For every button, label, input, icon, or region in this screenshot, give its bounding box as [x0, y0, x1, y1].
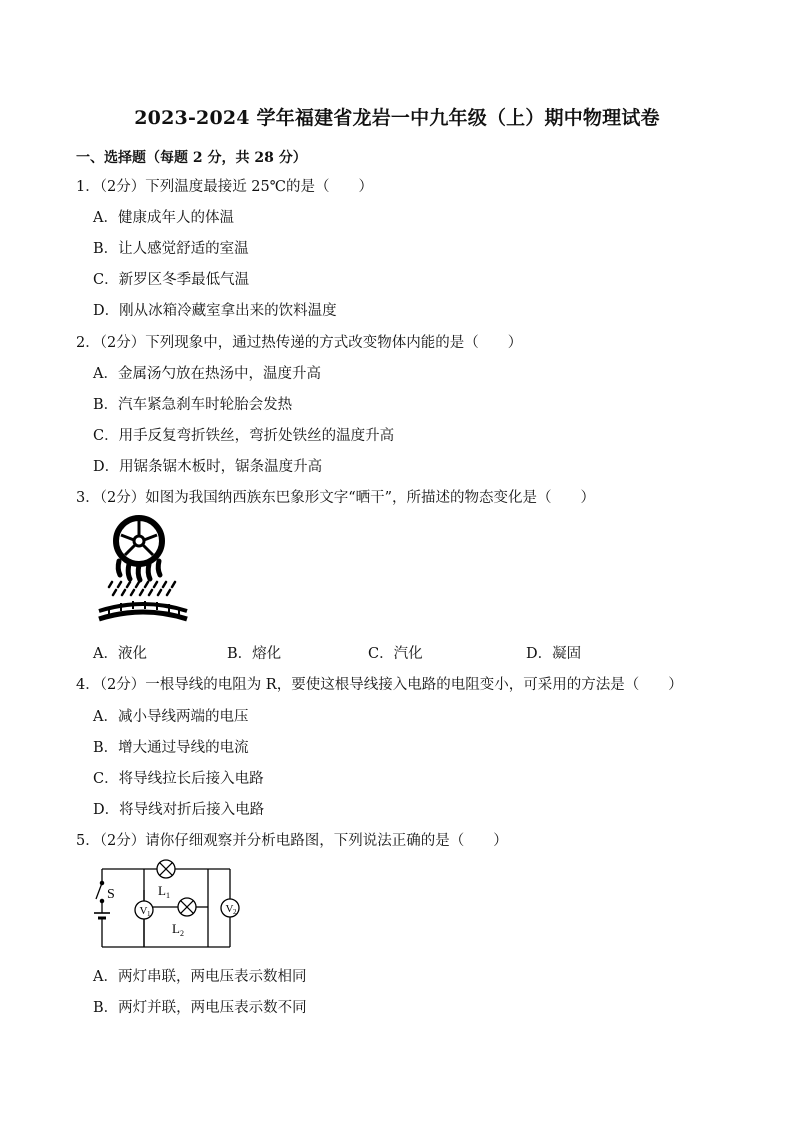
lamp-l1 [157, 860, 175, 878]
question-5-option-b[interactable]: B．两灯并联，两电压表示数不同 [93, 1000, 307, 1016]
v2-label: V [225, 903, 234, 915]
question-4-option-a[interactable]: A．减小导线两端的电压 [93, 709, 249, 725]
question-3-options [93, 642, 653, 662]
question-2-stem: 2．（2分）下列现象中，通过热传递的方式改变物体内能的是（ ） [76, 335, 523, 351]
lamp1-subscript: 1 [166, 891, 170, 900]
lamp2-label: L [172, 921, 180, 936]
question-3-option-b[interactable]: B．熔化 [227, 646, 282, 662]
lamp1-label: L [158, 883, 166, 898]
question-1-option-c[interactable]: C．新罗区冬季最低气温 [93, 272, 250, 288]
question-3-stem: 3．（2分）如图为我国纳西族东巴象形文字“晒干”，所描述的物态变化是（ ） [76, 490, 596, 506]
v1-subscript: 1 [147, 910, 151, 918]
question-4-stem: 4．（2分）一根导线的电阻为 R，要使这根导线接入电路的电阻变小，可采用的方法是（ ） [76, 677, 683, 693]
question-5-option-a[interactable]: A．两灯串联，两电压表示数相同 [93, 969, 307, 985]
question-1-option-a[interactable]: A．健康成年人的体温 [93, 210, 234, 226]
switch-label: S [107, 887, 115, 902]
question-2-option-a[interactable]: A．金属汤勺放在热汤中，温度升高 [93, 366, 321, 382]
question-1-option-b[interactable]: B．让人感觉舒适的室温 [93, 241, 249, 257]
lamp2-subscript: 2 [180, 929, 184, 938]
voltmeter-v1 [135, 901, 153, 919]
question-4-option-b[interactable]: B．增大通过导线的电流 [93, 740, 249, 756]
section-heading: 一、选择题（每题 2 分，共 28 分） [76, 150, 307, 166]
voltmeter-v2 [221, 899, 239, 917]
question-1-stem: 1．（2分）下列温度最接近 25℃的是（ ） [76, 179, 373, 195]
question-5-stem: 5．（2分）请你仔细观察并分析电路图，下列说法正确的是（ ） [76, 833, 508, 849]
question-2-option-b[interactable]: B．汽车紧急刹车时轮胎会发热 [93, 397, 293, 413]
lamp-l2 [178, 898, 196, 916]
question-3-option-a[interactable]: A．液化 [93, 646, 147, 662]
dongba-glyph-figure [95, 515, 195, 627]
question-3-option-d[interactable]: D．凝固 [526, 646, 582, 662]
page-title: 2023-2024 学年福建省龙岩一中九年级（上）期中物理试卷 [134, 107, 660, 129]
question-2-option-c[interactable]: C．用手反复弯折铁丝，弯折处铁丝的温度升高 [93, 428, 395, 444]
circuit-diagram-figure [90, 855, 250, 955]
v1-label: V [139, 905, 148, 917]
question-3-option-c[interactable]: C．汽化 [368, 646, 423, 662]
question-4-option-d[interactable]: D．将导线对折后接入电路 [93, 802, 265, 818]
v2-subscript: 2 [233, 908, 237, 916]
question-2-option-d[interactable]: D．用锯条锯木板时，锯条温度升高 [93, 459, 323, 475]
question-1-option-d[interactable]: D．刚从冰箱冷藏室拿出来的饮料温度 [93, 303, 337, 319]
question-4-option-c[interactable]: C．将导线拉长后接入电路 [93, 771, 264, 787]
